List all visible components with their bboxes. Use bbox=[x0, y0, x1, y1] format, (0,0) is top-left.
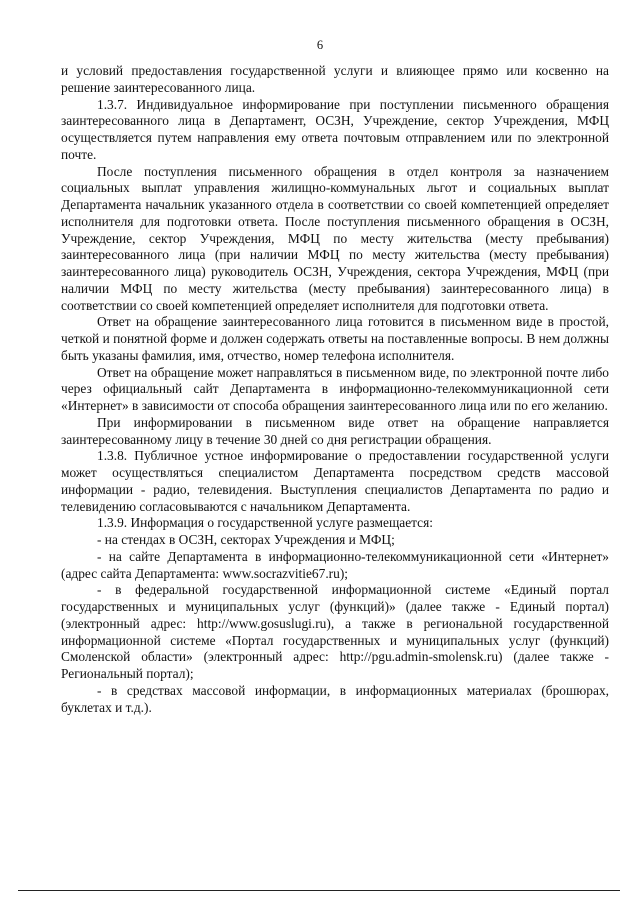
paragraph: 1.3.7. Индивидуальное информирование при поступлении письменного обращения заинтересованного лица в Департамент, ОСЗН, Учреждение, сектор Учреждения, МФЦ осуществляется путем направления ему ответа почтовым отправлением или по электронной почте. bbox=[61, 96, 609, 162]
paragraph: и условий предоставления государственной услуги и влияющее прямо или косвенно на решение заинтересованного лица. bbox=[61, 63, 609, 95]
paragraph: Ответ на обращение может направляться в письменном виде, по электронной почте либо через официальный сайт Департамента в информационно-телекоммуникационной сети «Интернет» в зависимости от способа обращения заинтересованного лица или по его желанию. bbox=[61, 364, 609, 413]
footer-rule bbox=[18, 890, 620, 891]
list-item: - на стендах в ОСЗН, секторах Учреждения и МФЦ; bbox=[97, 532, 395, 547]
paragraph: 1.3.8. Публичное устное информирование о предоставлении государственной услуги может осуществляться специалистом Департамента посредством средств массовой информации - радио, телевидения. Выступления специалистов Департамента по радио и телевидению согласовываются с начальником Департамента. bbox=[61, 448, 609, 514]
paragraph: После поступления письменного обращения в отдел контроля за назначением социальных выплат управления жилищно-коммунальных льгот и социальных выплат Департамента начальник указанного отдела в соответствии со своей компетенцией определяет исполнителя для подготовки ответа. После поступления письменного обращения в ОСЗН, Учреждение, сектор Учреждения, МФЦ по месту жительства (месту пребывания) заинтересованного лица (при наличии МФЦ по месту жительства (месту пребывания) заинтересованного лица) руководитель ОСЗН, Учреждения, сектора Учреждения, МФЦ (при наличии МФЦ по месту жительства (месту пребывания) заинтересованного лица) в соответствии со своей компетенцией определяет исполнителя для подготовки ответа. bbox=[61, 163, 609, 313]
list-item: - в средствах массовой информации, в информационных материалах (брошюрах, буклетах и т.д.). bbox=[61, 682, 609, 715]
list-item: - в федеральной государственной информационной системе «Единый портал государственных и муниципальных услуг (функций)» (далее также - Единый портал) (электронный адрес: http://www.gosuslugi.ru), а также в региональной государственной информационной системе «Портал государственных и муниципальных услуг (функций) Смоленской области» (электронный адрес: http://pgu.admin-smolensk.ru) (далее также - Региональный портал); bbox=[61, 582, 609, 681]
paragraph: При информировании в письменном виде ответ на обращение направляется заинтересованному лицу в течение 30 дней со дня регистрации обращения. bbox=[61, 414, 609, 447]
document-body bbox=[61, 63, 609, 716]
list-item: - на сайте Департамента в информационно-телекоммуникационной сети «Интернет» (адрес сайта Департамента: www.socrazvitie67.ru); bbox=[61, 548, 609, 581]
paragraph: Ответ на обращение заинтересованного лица готовится в письменном виде в простой, четкой и понятной форме и должен содержать ответы на поставленные вопросы. В нем должны быть указаны фамилия, имя, отчество, номер телефона исполнителя. bbox=[61, 314, 609, 363]
paragraph: 1.3.9. Информация о государственной услуге размещается: bbox=[97, 515, 433, 531]
page-number: 6 bbox=[316, 38, 324, 52]
